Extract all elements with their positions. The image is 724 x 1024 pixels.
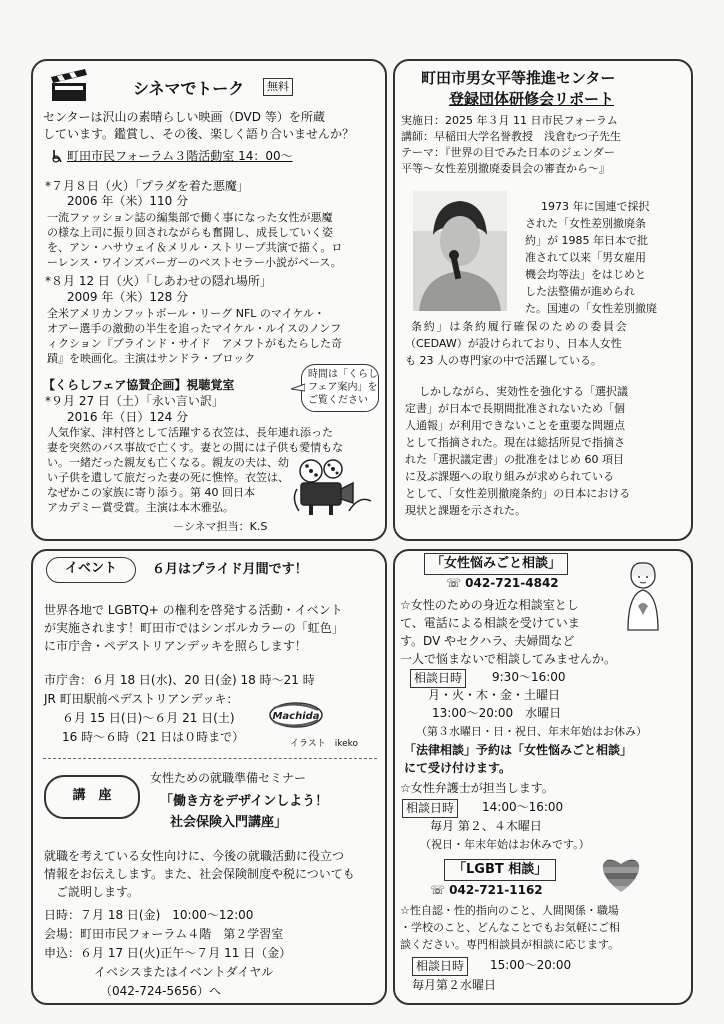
report-p2-6: に及ぶ課題への取り組みが求められている [405, 470, 614, 483]
report-title-line1: 町田市男女平等推進センター [421, 69, 616, 87]
report-p1-right-1: 1973 年に国連で採択 [541, 200, 650, 213]
legal-consult-1: 「法律相談」予約は「女性悩みごと相談」 [404, 743, 633, 757]
film-1-title: *７月８日（火）「プラダを着た悪魔」 [45, 179, 249, 193]
section-divider [43, 758, 377, 759]
cinema-intro-line2: しています。鑑賞し、その後、楽しく語り合いませんか？ [43, 127, 355, 141]
consult-title: 「女性悩みごと相談」 [424, 553, 568, 575]
film-3-desc-2: 妻を突然のバス事故で亡くす。妻との間には子供も愛情もな [47, 441, 344, 454]
film-1-desc-3: を、アン・ハサウェイ＆メリル・ストリープ共演で描く。ロ [47, 241, 343, 254]
film-1-desc-1: 一流ファッション誌の編集部で働く事になった女性が悪魔 [47, 211, 333, 224]
film-2-meta: 2009 年（米）128 分 [67, 290, 189, 304]
report-p2-3: 人通報」が利用できないことを重要な問題点 [405, 419, 625, 432]
film-2-desc-4: 蹟』を映画化。主演はサンドラ・ブロック [47, 352, 256, 365]
lgbt-hours-label: 相談日時 [412, 957, 468, 976]
report-p2-7: として、「女性差別撤廃条約」の日本における [405, 487, 631, 500]
report-p1-right-6: した法整備が進められ [525, 285, 635, 298]
report-p2-1: しかしながら、実効性を強化する「選択議 [419, 385, 628, 398]
event-title: ６月はプライド月間です！ [152, 562, 308, 577]
legal-hours: 14:00～16:00 [482, 800, 564, 814]
report-theme-2: 平等～女性差別撤廃委員会の審査から～』 [401, 162, 610, 175]
machida-logo-text: Machida [272, 711, 320, 722]
consult-hours-note: （第３水曜日・日・祝日、年末年始はお休み） [416, 725, 647, 738]
wheelchair-icon [51, 149, 64, 163]
report-section [393, 59, 693, 541]
legal-consult-2: にて受け付けます。 [404, 761, 512, 775]
seminar-apply: 申込：６月 17 日(火)正午～７月 11 日（金） [44, 946, 292, 960]
consult-body-2: て、電話による相談を受けていま [400, 616, 580, 630]
seminar-datetime: 日時：７月 18 日(金) 10:00～12:00 [44, 908, 254, 922]
report-p1-right-2: された「女性差別撤廃条 [525, 217, 646, 230]
event-schedule-2: JR 町田駅前ペデストリアンデッキ： [44, 692, 239, 706]
report-lecturer: 講師：早稲田大学名誉教授 浅倉むつ子先生 [401, 130, 621, 143]
film-3-desc-4: い子供を遺して旅だった妻の死に憔悴。衣笠は、 [47, 471, 289, 484]
seminar-subtitle: 女性ための就職準備セミナー [150, 771, 307, 785]
illust-credit: イラスト ikeko [290, 739, 359, 749]
event-tag: イベント [46, 557, 136, 583]
report-title-line2: 登録団体研修会リポート [449, 90, 615, 108]
legal-lawyer: ☆女性弁護士が担当します。 [400, 781, 554, 795]
seminar-tag: 講 座 [44, 775, 140, 819]
event-body-3: に市庁舎・ペデストリアンデッキを照らします！ [44, 639, 307, 653]
film-3-desc-6: アカデミー賞受賞。主演は本木雅弘。 [47, 501, 234, 514]
lgbt-body-3: 談ください。専門相談員が相談に応じます。 [400, 938, 620, 951]
report-theme-1: テーマ：『世界の目でみた日本のジェンダー [401, 146, 615, 159]
lgbt-phone[interactable]: ☏ 042-721-1162 [430, 883, 543, 897]
cinema-intro-line1: センターは沢山の素晴らしい映画（DVD 等）を所蔵 [43, 110, 325, 124]
cinema-venue: 町田市民フォーラム３階活動室 14：00～ [67, 149, 293, 163]
film-1-desc-4: ーレンス・ワインズバーガーのベストセラー小説がベース。 [47, 256, 342, 269]
consult-hours-label: 相談日時 [410, 669, 466, 688]
report-p1-right-4: 准されて以来「男女雇用 [525, 251, 646, 264]
report-p2-4: として指摘された。現在は総括所見で指摘さ [405, 436, 625, 449]
report-date: 実施日：2025 年３月 11 日市民フォーラム [401, 114, 618, 127]
consult-body-3: す。DV やセクハラ、夫婦間など [400, 634, 575, 648]
film-3-desc-1: 人気作家、津村啓として活躍する衣笠は、長年連れ添った [47, 426, 333, 439]
cinema-section [31, 59, 387, 541]
legal-note: （祝日・年末年始はお休みです。） [420, 838, 590, 851]
report-p1-full-3: も 23 人の専門家の中で活躍している。 [405, 354, 602, 367]
legal-hours-label: 相談日時 [402, 799, 458, 818]
lgbt-hours: 15:00～20:00 [490, 958, 572, 972]
report-p2-5: れた「選択議定書」の批准をはじめ 60 項目 [405, 453, 624, 466]
consult-hours-2: 月・火・木・金・土曜日 [428, 688, 561, 702]
machida-logo [268, 700, 324, 730]
seminar-body-3: ご説明します。 [56, 885, 140, 899]
event-schedule-3: ６月 15 日(日)～６月 21 日(土) [62, 711, 235, 725]
film-1-desc-2: の様な上司に振り回されながらも奮闘し、成長していく姿 [47, 226, 333, 239]
film-2-title: *８月 12 日（火）「しあわせの隠れ場所」 [45, 274, 272, 288]
cinema-title: シネマでトーク [133, 79, 245, 98]
seminar-venue: 会場：町田市民フォーラム４階 第２学習室 [44, 927, 284, 941]
film-2-desc-3: ィクション『ブラインド・サイド アメフトがもたらした奇 [47, 337, 343, 350]
clapperboard-icon [47, 67, 91, 103]
film-2-desc-1: 全米アメリカンフットボール・リーグ NFL のマイケル・ [47, 307, 325, 320]
fair-guide-bubble: 時間は「くらし フェア案内」を ご覧ください [301, 364, 379, 412]
seminar-title-1: 「働き方をデザインしよう！ [160, 794, 329, 809]
consult-body-1: ☆女性のための身近な相談室とし [400, 598, 579, 612]
seminar-title-2: 社会保険入門講座」 [170, 815, 288, 830]
film-1-meta: 2006 年（米）110 分 [67, 194, 189, 208]
lgbt-body-1: ☆性自認・性的指向のこと、人間関係・職場 [400, 904, 619, 917]
lgbt-title: 「LGBT 相談」 [444, 859, 556, 881]
film-3-prefix: 【くらしフェア協賛企画】視聴覚室 [43, 378, 235, 392]
bubble-tail [291, 383, 305, 393]
report-p1-full-1: 条約」は条約履行確保のための委員会 [411, 320, 629, 333]
event-body-2: が実施されます！町田市ではシンボルカラーの「虹色」 [44, 621, 344, 635]
seminar-body-2: 情報をお伝えします。また、社会保険制度や税についても [44, 867, 355, 881]
rainbow-heart-icon [598, 854, 644, 894]
cinema-signature: －シネマ担当：K.S [173, 520, 268, 533]
legal-days: 毎月 第２、４木曜日 [430, 819, 542, 833]
seminar-apply-phone: （042-724-5656）へ [100, 984, 222, 998]
lgbt-body-2: ・学校のこと、どんなことでもお気軽にご相 [400, 921, 620, 934]
film-3-desc-3: い。一緒だった親友も亡くなる。親友の夫は、幼 [47, 456, 289, 469]
consult-phone[interactable]: ☏ 042-721-4842 [446, 576, 559, 590]
film-projector-icon [289, 455, 375, 521]
report-p2-8: 現状と課題を示された。 [405, 504, 526, 517]
consult-hours-3: 13:00～20:00 水曜日 [432, 706, 562, 720]
event-schedule-4: 16 時～６時（21 日は０時まで） [62, 730, 245, 744]
woman-illustration-icon [618, 560, 668, 632]
consult-hours-1: 9:30～16:00 [492, 670, 566, 684]
consult-body-4: 一人で悩まないで相談してみませんか。 [400, 652, 617, 666]
film-3-title: *９月 27 日（土）「永い言い訳」 [45, 394, 224, 408]
film-3-meta: 2016 年（日）124 分 [67, 410, 189, 424]
report-p1-full-2: （CEDAW）が設けられており、日本人女性 [405, 337, 622, 350]
report-p2-2: 定書」が日本で長期間批准されないため「個 [405, 402, 625, 415]
seminar-apply-method: イベシスまたはイベントダイヤル [94, 965, 274, 979]
film-2-desc-2: オアー選手の激動の半生を追ったマイケル・ルイスのノンフ [47, 322, 342, 335]
event-body-1: 世界各地で LGBTQ+ の権利を啓発する活動・イベント [44, 603, 343, 617]
event-schedule-1: 市庁舎：６月 18 日(水)、20 日(金) 18 時～21 時 [44, 673, 315, 687]
lgbt-days: 毎月第２水曜日 [412, 978, 497, 992]
lecturer-photo [413, 191, 507, 311]
report-p1-right-5: 機会均等法」をはじめと [525, 268, 646, 281]
seminar-body-1: 就職を考えている女性向けに、今後の就職活動に役立つ [44, 849, 345, 863]
free-badge: 無料 [263, 78, 293, 96]
report-p1-right-7: た。国連の「女性差別撤廃 [525, 302, 657, 315]
report-p1-right-3: 約」が 1985 年日本で批 [525, 234, 648, 247]
film-3-desc-5: なぜかこの家族に寄り添う。第 40 回日本 [47, 486, 255, 499]
